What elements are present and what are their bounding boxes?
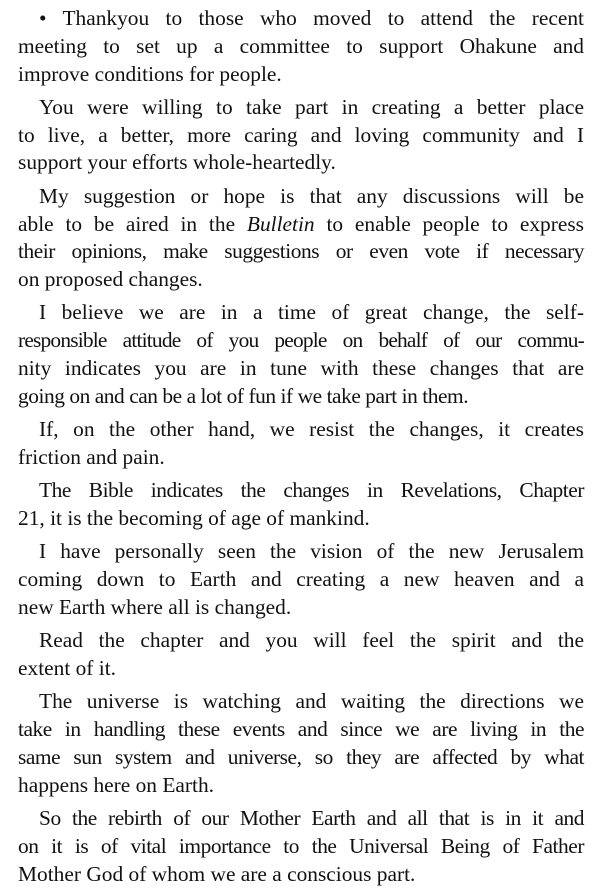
text-line: nity indicates you are in tune with these changes that are: [18, 356, 584, 381]
paragraph-resist: [18, 416, 584, 472]
text-line: same sun system and universe, so they are affected by what: [18, 744, 584, 769]
text-run: to enable people to express: [326, 211, 585, 236]
text-line: You were willing to take part in creating a better place: [39, 94, 584, 119]
text-line: improve conditions for people.: [18, 61, 282, 86]
text-line: friction and pain.: [18, 444, 165, 469]
article-body: [18, 5, 584, 894]
text-line: The universe is watching and waiting the directions we: [39, 689, 584, 714]
text-line: If, on the other hand, we resist the changes, it creates: [39, 417, 584, 442]
text-line: The Bible indicates the changes in Revelations, Chapter: [39, 478, 584, 503]
text-line: Mother God of whom we are a conscious part.: [18, 861, 416, 886]
bulletin-title: Bulletin: [246, 211, 315, 236]
text-line: to live, a better, more caring and loving community and I: [18, 122, 584, 147]
paragraph-suggestion: [18, 183, 584, 294]
paragraph-rebirth: [18, 805, 584, 888]
text-line: on proposed changes.: [18, 267, 203, 292]
text-line: • Thankyou to those who moved to attend the recent: [39, 6, 584, 30]
text-line: new Earth where all is changed.: [18, 594, 292, 619]
text-run: able to be aired in the: [18, 211, 236, 236]
text-line: So the rebirth of our Mother Earth and all that is in it and: [39, 806, 584, 831]
text-line: happens here on Earth.: [18, 772, 215, 797]
text-line: going on and can be a lot of fun if we take part in them.: [18, 383, 469, 408]
text-line: support your efforts whole-heartedly.: [18, 150, 336, 175]
text-line: My suggestion or hope is that any discussions will be: [39, 183, 584, 208]
text-line: meeting to set up a committee to support Ohakune and: [18, 33, 584, 58]
text-line: coming down to Earth and creating a new heaven and a: [18, 567, 584, 592]
paragraph-change: [18, 299, 584, 410]
paragraph-read: [18, 627, 584, 683]
text-line: take in handling these events and since we are living in the: [18, 717, 584, 742]
text-line: responsible attitude of you people on behalf of our commu-: [18, 328, 584, 353]
paragraph-bible: [18, 477, 584, 533]
paragraph-support: [18, 94, 584, 177]
paragraph-vision: [18, 538, 584, 621]
text-line: 21, it is the becoming of age of mankind.: [18, 506, 370, 531]
text-line-with-title: [18, 211, 584, 239]
paragraph-universe: [18, 688, 584, 799]
text-line: extent of it.: [18, 656, 117, 681]
text-line: on it is of vital importance to the Universal Being of Father: [18, 833, 584, 858]
text-line: their opinions, make suggestions or even vote if necessary: [18, 239, 584, 264]
text-line: I have personally seen the vision of the new Jerusalem: [39, 539, 584, 564]
text-line: I believe we are in a time of great change, the self-: [39, 300, 584, 325]
text-line: Read the chapter and you will feel the spirit and the: [39, 628, 584, 653]
paragraph-thanks: [18, 5, 584, 88]
